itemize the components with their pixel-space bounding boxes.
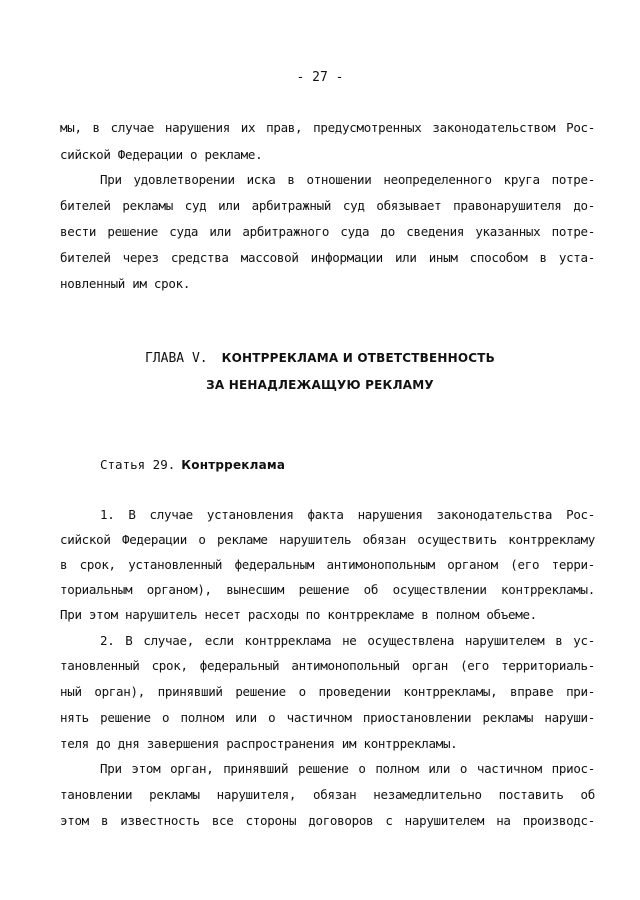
text-line: тановленный срок, федеральный антимонопольный орган (его территориаль- [60,658,595,673]
text-line: мы, в случае нарушения их прав, предусмотренных законодательством Рос- [60,120,595,135]
text-line: При этом орган, принявший решение о полном или о частичном приос- [100,761,595,776]
article-heading [100,455,285,475]
text-line: При удовлетворении иска в отношении неопределенного круга потре- [100,172,595,187]
chapter-heading [0,348,640,369]
text-line: При этом нарушитель несет расходы по контррекламе в полном объеме. [60,607,537,622]
text-line: сийской Федерации о рекламе нарушитель обязан осуществить контррекламу [60,532,595,547]
text-line: в срок, установленный федеральным антимонопольным органом (его терри- [60,557,595,572]
text-line: вести решение суда или арбитражного суда до сведения указанных потре- [60,224,595,239]
text-line: ториальным органом), вынесшим решение об осуществлении контррекламы. [60,582,595,597]
text-line: ный орган), принявший решение о проведении контррекламы, вправе при- [60,684,595,699]
text-line: теля до дня завершения распространения им контррекламы. [60,736,458,751]
text-line: бителей рекламы суд или арбитражный суд обязывает правонарушителя до- [60,198,595,213]
text-line: 2. В случае, если контрреклама не осуществлена нарушителем в ус- [100,633,595,648]
text-line: нять решение о полном или о частичном приостановлении рекламы наруши- [60,710,595,725]
text-line: новленный им срок. [60,276,191,291]
text-line: тановлении рекламы нарушителя, обязан незамедлительно поставить об [60,787,595,802]
article-title: Контрреклама [181,458,286,472]
chapter-label: ГЛАВА V. [144,351,208,366]
article-label: Статья 29. [100,457,176,472]
text-line: 1. В случае установления факта нарушения законодательства Рос- [100,507,595,522]
page-number: - 27 - [296,70,344,85]
text-line: бителей через средства массовой информации или иным способом в уста- [60,250,595,265]
chapter-title-line1: КОНТРРЕКЛАМА И ОТВЕТСТВЕННОСТЬ [221,351,496,365]
chapter-title-line2: ЗА НЕНАДЛЕЖАЩУЮ РЕКЛАМУ [206,378,434,392]
text-line: сийской Федерации о рекламе. [60,147,263,162]
text-line: этом в известность все стороны договоров с нарушителем на производс- [60,813,595,828]
